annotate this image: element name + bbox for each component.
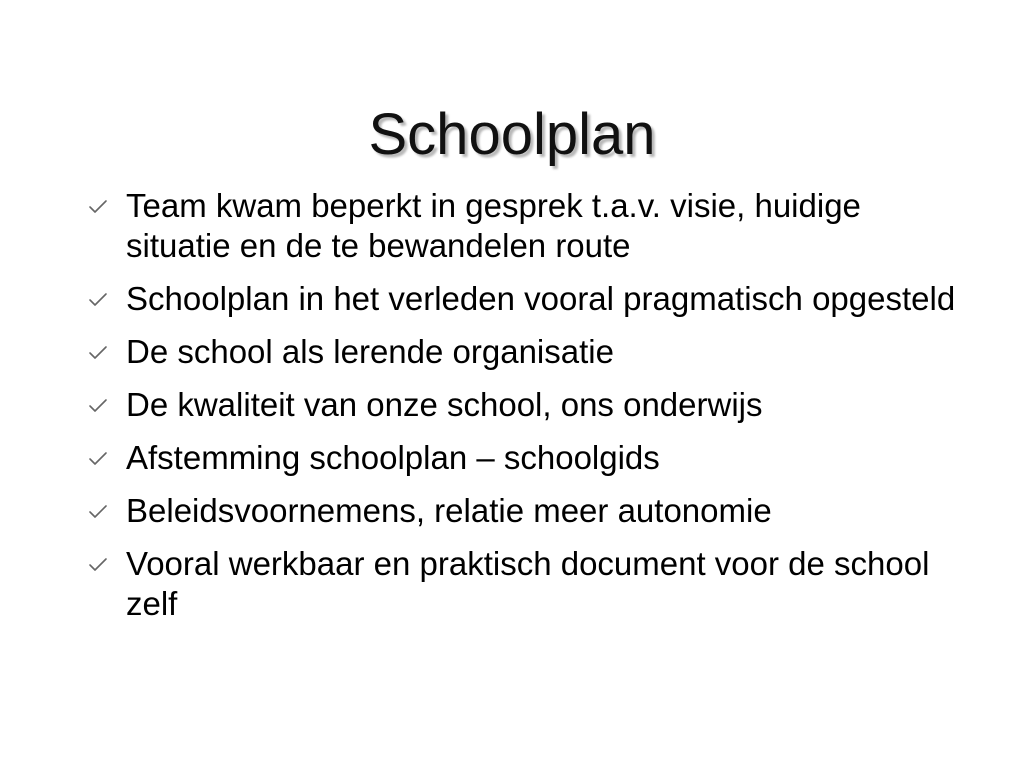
bullet-text: De school als lerende organisatie xyxy=(126,333,614,370)
bullet-text: Schoolplan in het verleden vooral pragmatisch opgesteld xyxy=(126,280,956,317)
bullet-item xyxy=(86,544,966,624)
bullet-text: De kwaliteit van onze school, ons onderwijs xyxy=(126,386,763,423)
checkmark-icon xyxy=(86,186,116,226)
bullet-item xyxy=(86,385,966,425)
bullet-text: Vooral werkbaar en praktisch document voor de school zelf xyxy=(126,545,930,622)
bullet-text: Team kwam beperkt in gesprek t.a.v. visie, huidige situatie en de te bewandelen route xyxy=(126,187,861,264)
checkmark-icon xyxy=(86,491,116,531)
slide-title: Schoolplan xyxy=(368,102,656,167)
bullet-text: Afstemming schoolplan – schoolgids xyxy=(126,439,660,476)
checkmark-icon xyxy=(86,279,116,319)
bullet-item xyxy=(86,186,966,266)
bullet-item xyxy=(86,438,966,478)
checkmark-icon xyxy=(86,544,116,584)
bullet-item xyxy=(86,279,966,319)
checkmark-icon xyxy=(86,332,116,372)
checkmark-icon xyxy=(86,385,116,425)
bullet-text: Beleidsvoornemens, relatie meer autonomie xyxy=(126,492,772,529)
bullet-item xyxy=(86,332,966,372)
bullet-item xyxy=(86,491,966,531)
bullet-list xyxy=(86,186,966,637)
checkmark-icon xyxy=(86,438,116,478)
